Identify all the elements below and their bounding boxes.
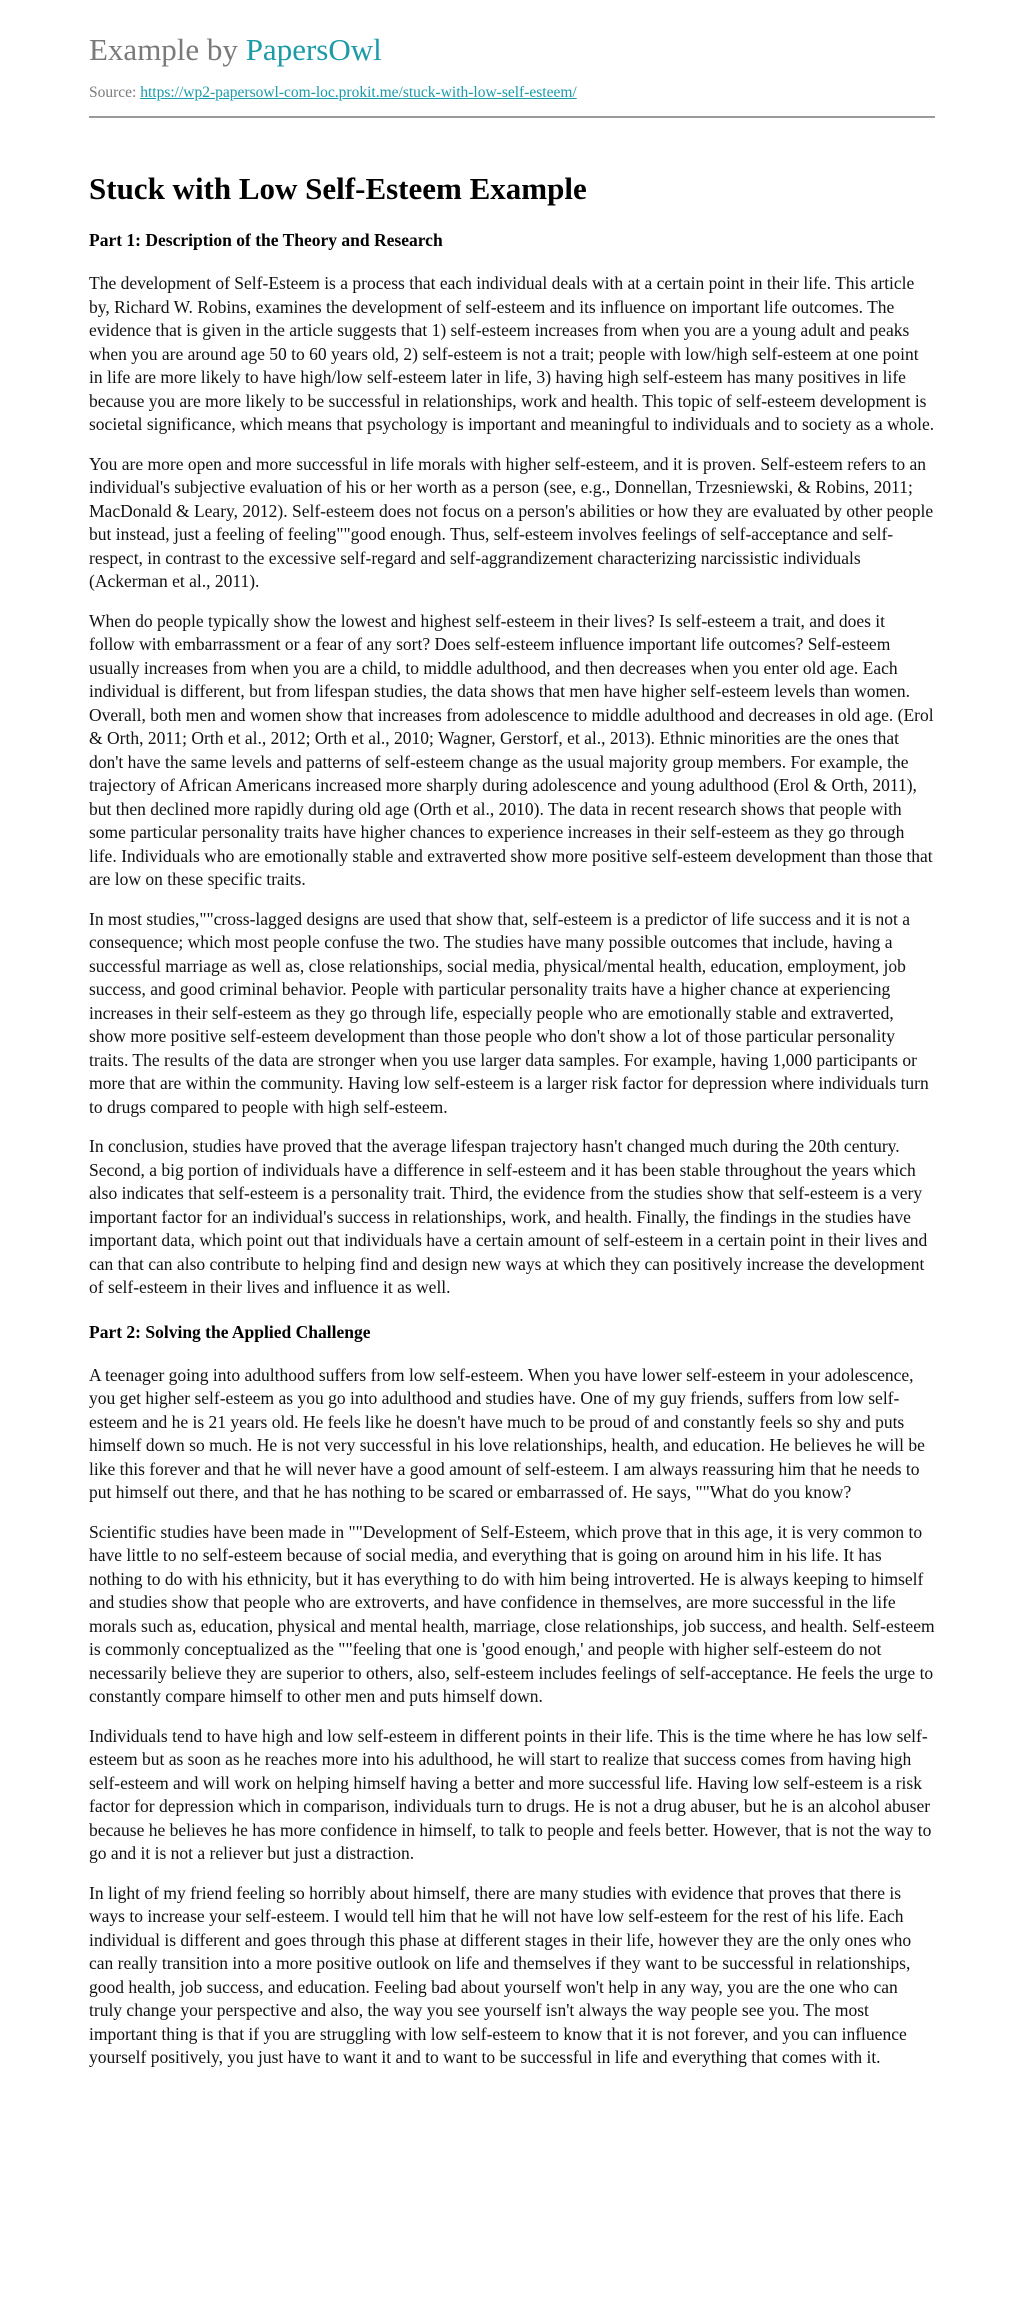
paragraph: A teenager going into adulthood suffers from low self-esteem. When you have lower self-esteem in your adolescence, you get higher self-esteem as you go into adulthood and studies have. One of my guy friends, suffers from low self-esteem and he is 21 years old. He feels like he doesn't have much to be proud of and constantly feels so shy and puts himself down so much. He is not very successful in his love relationships, health, and education. He believes he will be like this forever and that he will never have a good amount of self-esteem. I am always reassuring him that he needs to put himself out there, and that he has nothing to be scared or embarrassed of. He says, ""What do you know? [89,1364,925,1502]
source-link[interactable]: https://wp2-papersowl-com-loc.prokit.me/stuck-with-low-self-esteem/ [140,84,577,101]
brand-name: PapersOwl [245,32,382,67]
paragraph: When do people typically show the lowest and highest self-esteem in their lives? Is self-esteem a trait, and does it follow with embarrassment or a fear of any sort? Does self-esteem influence important life outcomes? Self-esteem usually increases from when you are a child, to middle adulthood, and then decreases when you enter old age. Each individual is different, but from lifespan studies, the data shows that men have higher self-esteem levels than women. Overall, both men and women show that increases from adolescence to middle adulthood and decreases in old age. (Erol & Orth, 2011; Orth et al., 2012; Orth et al., 2010; Wagner, Gerstorf, et al., 2013). Ethnic minorities are the ones that don't have the same levels and patterns of self-esteem change as the usual majority group members. For example, the trajectory of African Americans increased more sharply during adolescence and young adulthood (Erol & Orth, 2011), but then declined more rapidly during old age (Orth et al., 2010). The data in recent research shows that people with some particular personality traits have higher chances to experience increases in their self-esteem as they go through life. Individuals who are emotionally stable and extraverted show more positive self-esteem development than those that are low on these specific traits. [89,610,934,889]
paragraph: In most studies,""cross-lagged designs are used that show that, self-esteem is a predictor of life success and it is not a consequence; which most people confuse the two. The studies have many possible outcomes that include, having a successful marriage as well as, close relationships, social media, physical/mental health, education, employment, job success, and good criminal behavior. People with particular personality traits have a higher chance at experiencing increases in their self-esteem as they go through life, especially people who are emotionally stable and extraverted, show more positive self-esteem development than those people who don't show a lot of those particular personality traits. The results of the data are stronger when you use larger data samples. For example, having 1,000 participants or more that are within the community. Having low self-esteem is a larger risk factor for depression where individuals turn to drugs compared to people with high self-esteem. [89,908,929,1117]
brand-prefix: Example by [89,32,246,67]
paragraph: You are more open and more successful in life morals with higher self-esteem, and it is proven. Self-esteem refers to an individual's subjective evaluation of his or her worth as a person (see, e.g., Donnellan, Trzesniewski, & Robins, 2011; MacDonald & Leary, 2012). Self-esteem does not focus on a person's abilities or how they are evaluated by other people but instead, just a feeling of feeling""good enough. Thus, self-esteem involves feelings of self-acceptance and self-respect, in contrast to the excessive self-regard and self-aggrandizement characterizing narcissistic individuals (Ackerman et al., 2011). [89,453,934,591]
paragraph: In conclusion, studies have proved that the average lifespan trajectory hasn't changed much during the 20th century. Second, a big portion of individuals have a difference in self-esteem and it has been stable throughout the years which also indicates that self-esteem is a personality trait. Third, the evidence from the studies show that self-esteem is a very important factor for an individual's success in relationships, work, and health. Finally, the findings in the studies have important data, which point out that individuals have a certain amount of self-esteem in a certain point in their lives and can that can also contribute to helping find and design new ways at which they can positively increase the development of self-esteem in their lives and influence it as well. [89,1136,928,1297]
source-label: Source: [89,84,141,101]
article-title: Stuck with Low Self-Esteem Example [89,171,587,206]
paragraph: In light of my friend feeling so horribly about himself, there are many studies with evidence that proves that there is ways to increase your self-esteem. I would tell him that he will not have low self-esteem for the rest of his life. Each individual is different and goes through this phase at different stages in their life, however they are the only ones who can really transition into a more positive outlook on life and themselves if they want to be successful in relationships, good health, job success, and education. Feeling bad about yourself won't help in any way, you are the one who can truly change your perspective and also, the way you see yourself isn't always the way people see you. The most important thing is that if you are struggling with low self-esteem to know that it is not forever, and you can influence yourself positively, you just have to want it and to want to be successful in life and everything that comes with it. [89,1882,912,2067]
paragraph: The development of Self-Esteem is a process that each individual deals with at a certain point in their life. This article by, Richard W. Robins, examines the development of self-esteem and its influence on important life outcomes. The evidence that is given in the article suggests that 1) self-esteem increases from when you are a young adult and peaks when you are around age 50 to 60 years old, 2) self-esteem is not a trait; people with low/high self-esteem at one point in life are more likely to have high/low self-esteem later in life, 3) having high self-esteem has many positives in life because you are more likely to be successful in relationships, work and health. This topic of self-esteem development is societal significance, which means that psychology is important and meaningful to individuals and to society as a whole. [89,273,935,434]
paragraph: Scientific studies have been made in ""Development of Self-Esteem, which prove that in this age, it is very common to have little to no self-esteem because of social media, and everything that is going on around him in his life. It has nothing to do with his ethnicity, but it has everything to do with him being introverted. He is always keeping to himself and studies show that people who are extroverts, and have confidence in themselves, are more successful in the life morals such as, education, physical and mental health, marriage, close relationships, job success, and health. Self-esteem is commonly conceptualized as the ""feeling that one is 'good enough,' and people with higher self-esteem do not necessarily believe they are superior to others, also, self-esteem includes feelings of self-acceptance. He feels the urge to constantly compare himself to other men and puts himself down. [89,1521,935,1706]
part2-heading: Part 2: Solving the Applied Challenge [89,1321,371,1342]
source-line [89,83,935,103]
paragraph: Individuals tend to have high and low self-esteem in different points in their life. This is the time where he has low self-esteem but as soon as he reaches more into his adulthood, he will start to realize that success comes from having high self-esteem and will work on helping himself having a better and more successful life. Having low self-esteem is a risk factor for depression which in comparison, individuals turn to drugs. He is not a drug abuser, but he is an alcohol abuser because he believes he has more confidence in himself, to talk to people and feels better. However, that is not the way to go and it is not a reliever but just a distraction. [89,1725,932,1863]
brand-header [89,0,935,70]
part1-heading: Part 1: Description of the Theory and Research [89,230,443,250]
header-divider [89,116,935,118]
